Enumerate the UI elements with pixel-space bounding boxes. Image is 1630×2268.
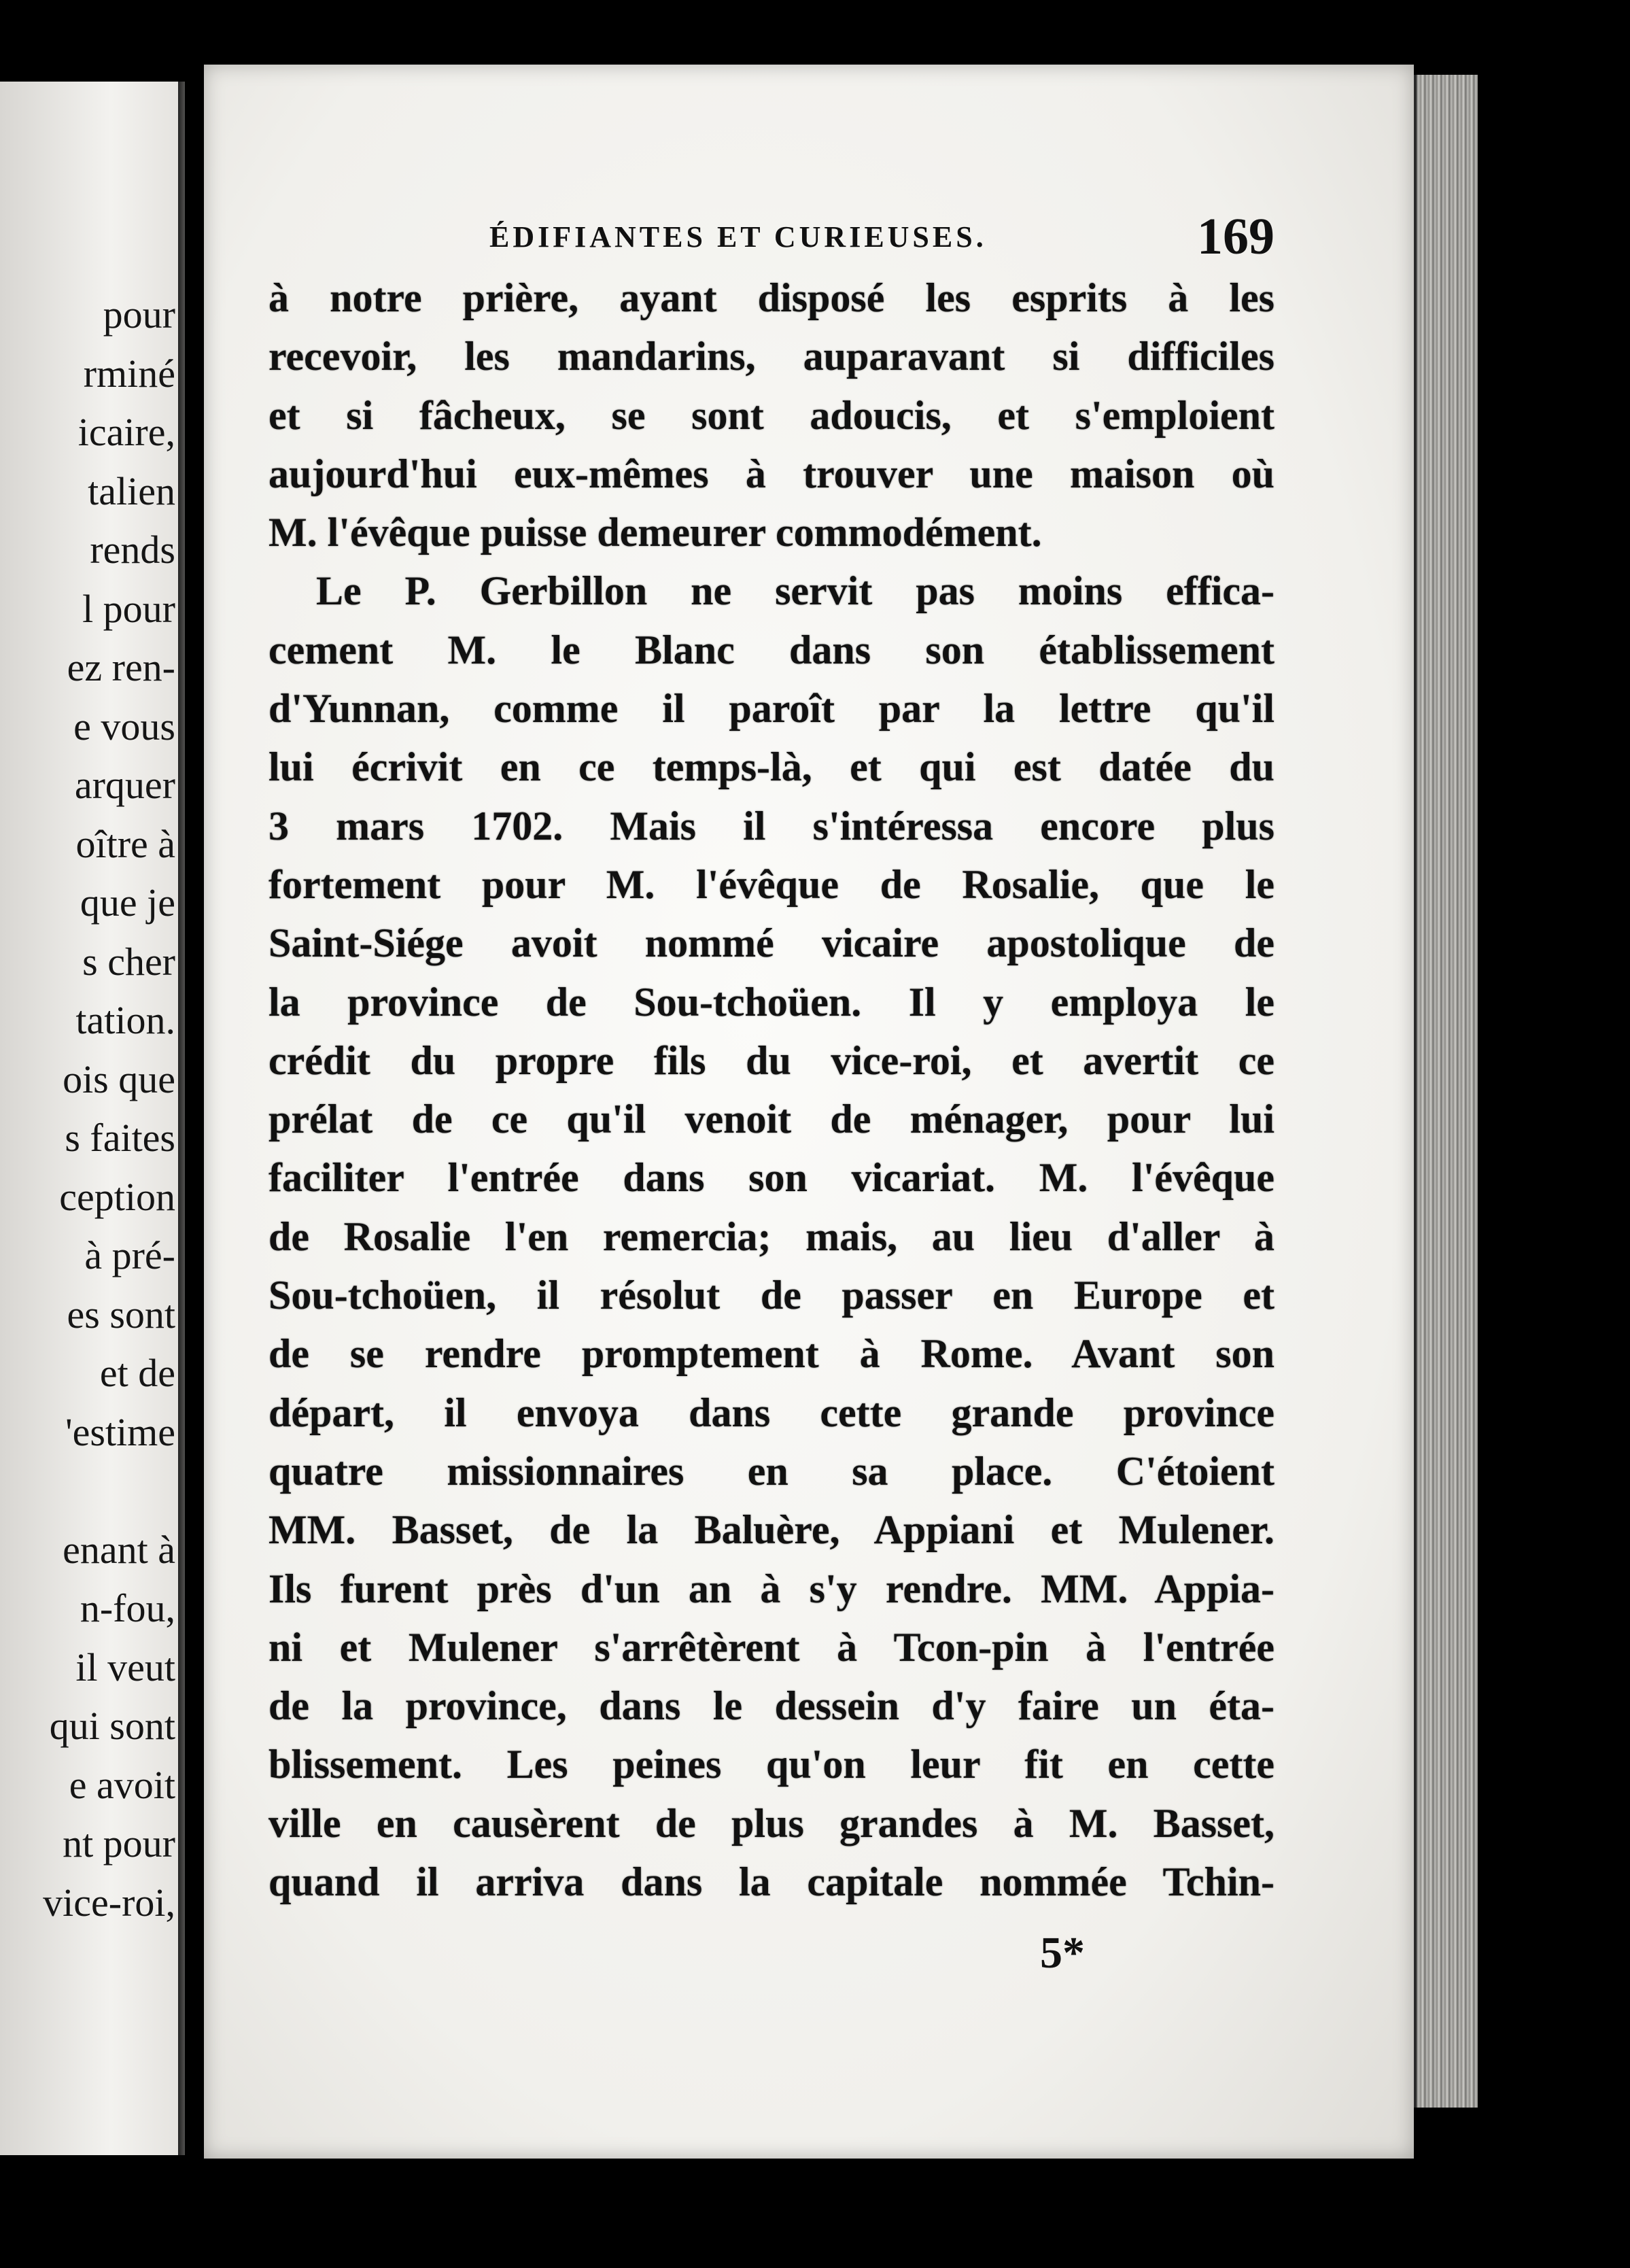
text-line: et si fâcheux, se sont adoucis, et s'emploient <box>268 392 1274 438</box>
previous-page-line: que je <box>80 880 175 925</box>
text-line: ville en causèrent de plus grandes à M. Basset, <box>268 1800 1274 1846</box>
text-line: de la province, dans le dessein d'y faire un éta- <box>268 1683 1274 1729</box>
running-head-title: ÉDIFIANTES ET CURIEUSES. <box>489 220 987 254</box>
previous-page-line: vice-roi, <box>43 1880 175 1925</box>
body-text <box>268 269 1274 1911</box>
previous-page-line: à pré- <box>84 1233 175 1277</box>
text-line: blissement. Les peines qu'on leur fit en cette <box>268 1742 1274 1787</box>
text-line: de Rosalie l'en remercia; mais, au lieu d'aller à <box>268 1214 1274 1259</box>
text-line: lui écrivit en ce temps-là, et qui est datée du <box>268 744 1274 790</box>
text-line: Le P. Gerbillon ne servit pas moins effica- <box>316 568 1274 614</box>
text-line: recevoir, les mandarins, auparavant si difficiles <box>268 334 1274 379</box>
previous-page-line: n-fou, <box>80 1586 175 1630</box>
previous-page-line <box>0 1462 175 1521</box>
previous-page-line: pour <box>103 292 175 337</box>
signature-mark: 5* <box>1040 1928 1085 1978</box>
text-line: MM. Basset, de la Baluère, Appiani et Mulener. <box>268 1507 1274 1553</box>
previous-page-line: enant à <box>63 1527 175 1572</box>
previous-page-line: ception <box>59 1174 175 1219</box>
text-line: faciliter l'entrée dans son vicariat. M. l'évêque <box>268 1155 1274 1201</box>
text-line: aujourd'hui eux-mêmes à trouver une maison où <box>268 451 1274 496</box>
previous-page-line: rends <box>90 528 175 572</box>
previous-page-line: es sont <box>67 1292 175 1337</box>
text-line: de se rendre promptement à Rome. Avant son <box>268 1331 1274 1377</box>
previous-page-line: qui sont <box>49 1704 175 1748</box>
text-line: à notre prière, ayant disposé les esprits à les <box>268 275 1274 320</box>
previous-page-fragment <box>0 82 185 2155</box>
text-line: quatre missionnaires en sa place. C'étoient <box>268 1448 1274 1494</box>
previous-page-line: s cher <box>82 939 175 984</box>
text-line: Ils furent près d'un an à s'y rendre. MM. Appia- <box>268 1566 1274 1611</box>
previous-page-line: nt pour <box>63 1821 175 1866</box>
text-line: Saint-Siége avoit nommé vicaire apostolique de <box>268 921 1274 966</box>
text-line: fortement pour M. l'évêque de Rosalie, que le <box>268 861 1274 907</box>
text-line: 3 mars 1702. Mais il s'intéressa encore plus <box>268 803 1274 848</box>
previous-page-line: ois que <box>63 1056 175 1101</box>
previous-page-line: ez ren- <box>67 645 175 689</box>
previous-page-line: rminé <box>83 351 175 396</box>
previous-page-line: et de <box>99 1351 175 1395</box>
previous-page-line: l pour <box>82 586 175 631</box>
previous-page-line: icaire, <box>77 410 175 454</box>
text-line: départ, il envoya dans cette grande province <box>268 1390 1274 1435</box>
text-line: prélat de ce qu'il venoit de ménager, pour lui <box>268 1097 1274 1142</box>
previous-page-line: arquer <box>74 763 175 807</box>
text-line: cement M. le Blanc dans son établissement <box>268 627 1274 672</box>
page-text-block <box>268 207 1274 1911</box>
previous-page-line: oître à <box>75 821 175 866</box>
page-edges <box>1414 75 1478 2108</box>
previous-page-text <box>0 286 175 1932</box>
text-line: Sou-tchoüen, il résolut de passer en Europe et <box>268 1273 1274 1318</box>
gutter-shadow <box>178 82 205 2155</box>
text-line: crédit du propre fils du vice-roi, et avertit ce <box>268 1037 1274 1083</box>
text-line: d'Yunnan, comme il paroît par la lettre qu'il <box>268 686 1274 732</box>
previous-page-line: 'estime <box>65 1409 175 1454</box>
running-head <box>268 207 1274 269</box>
text-line: la province de Sou-tchoüen. Il y employa le <box>268 979 1274 1025</box>
previous-page-line: talien <box>88 468 175 513</box>
page-number: 169 <box>1197 208 1274 265</box>
previous-page-line: il veut <box>75 1645 175 1689</box>
previous-page-line: e avoit <box>69 1762 175 1807</box>
text-line: ni et Mulener s'arrêtèrent à Tcon-pin à l'entrée <box>268 1624 1274 1670</box>
text-line: M. l'évêque puisse demeurer commodément. <box>268 510 1042 555</box>
previous-page-line: s faites <box>65 1116 175 1160</box>
previous-page-line: e vous <box>73 704 175 749</box>
text-line: quand il arriva dans la capitale nommée Tchin- <box>268 1859 1274 1905</box>
previous-page-line: tation. <box>75 998 175 1042</box>
